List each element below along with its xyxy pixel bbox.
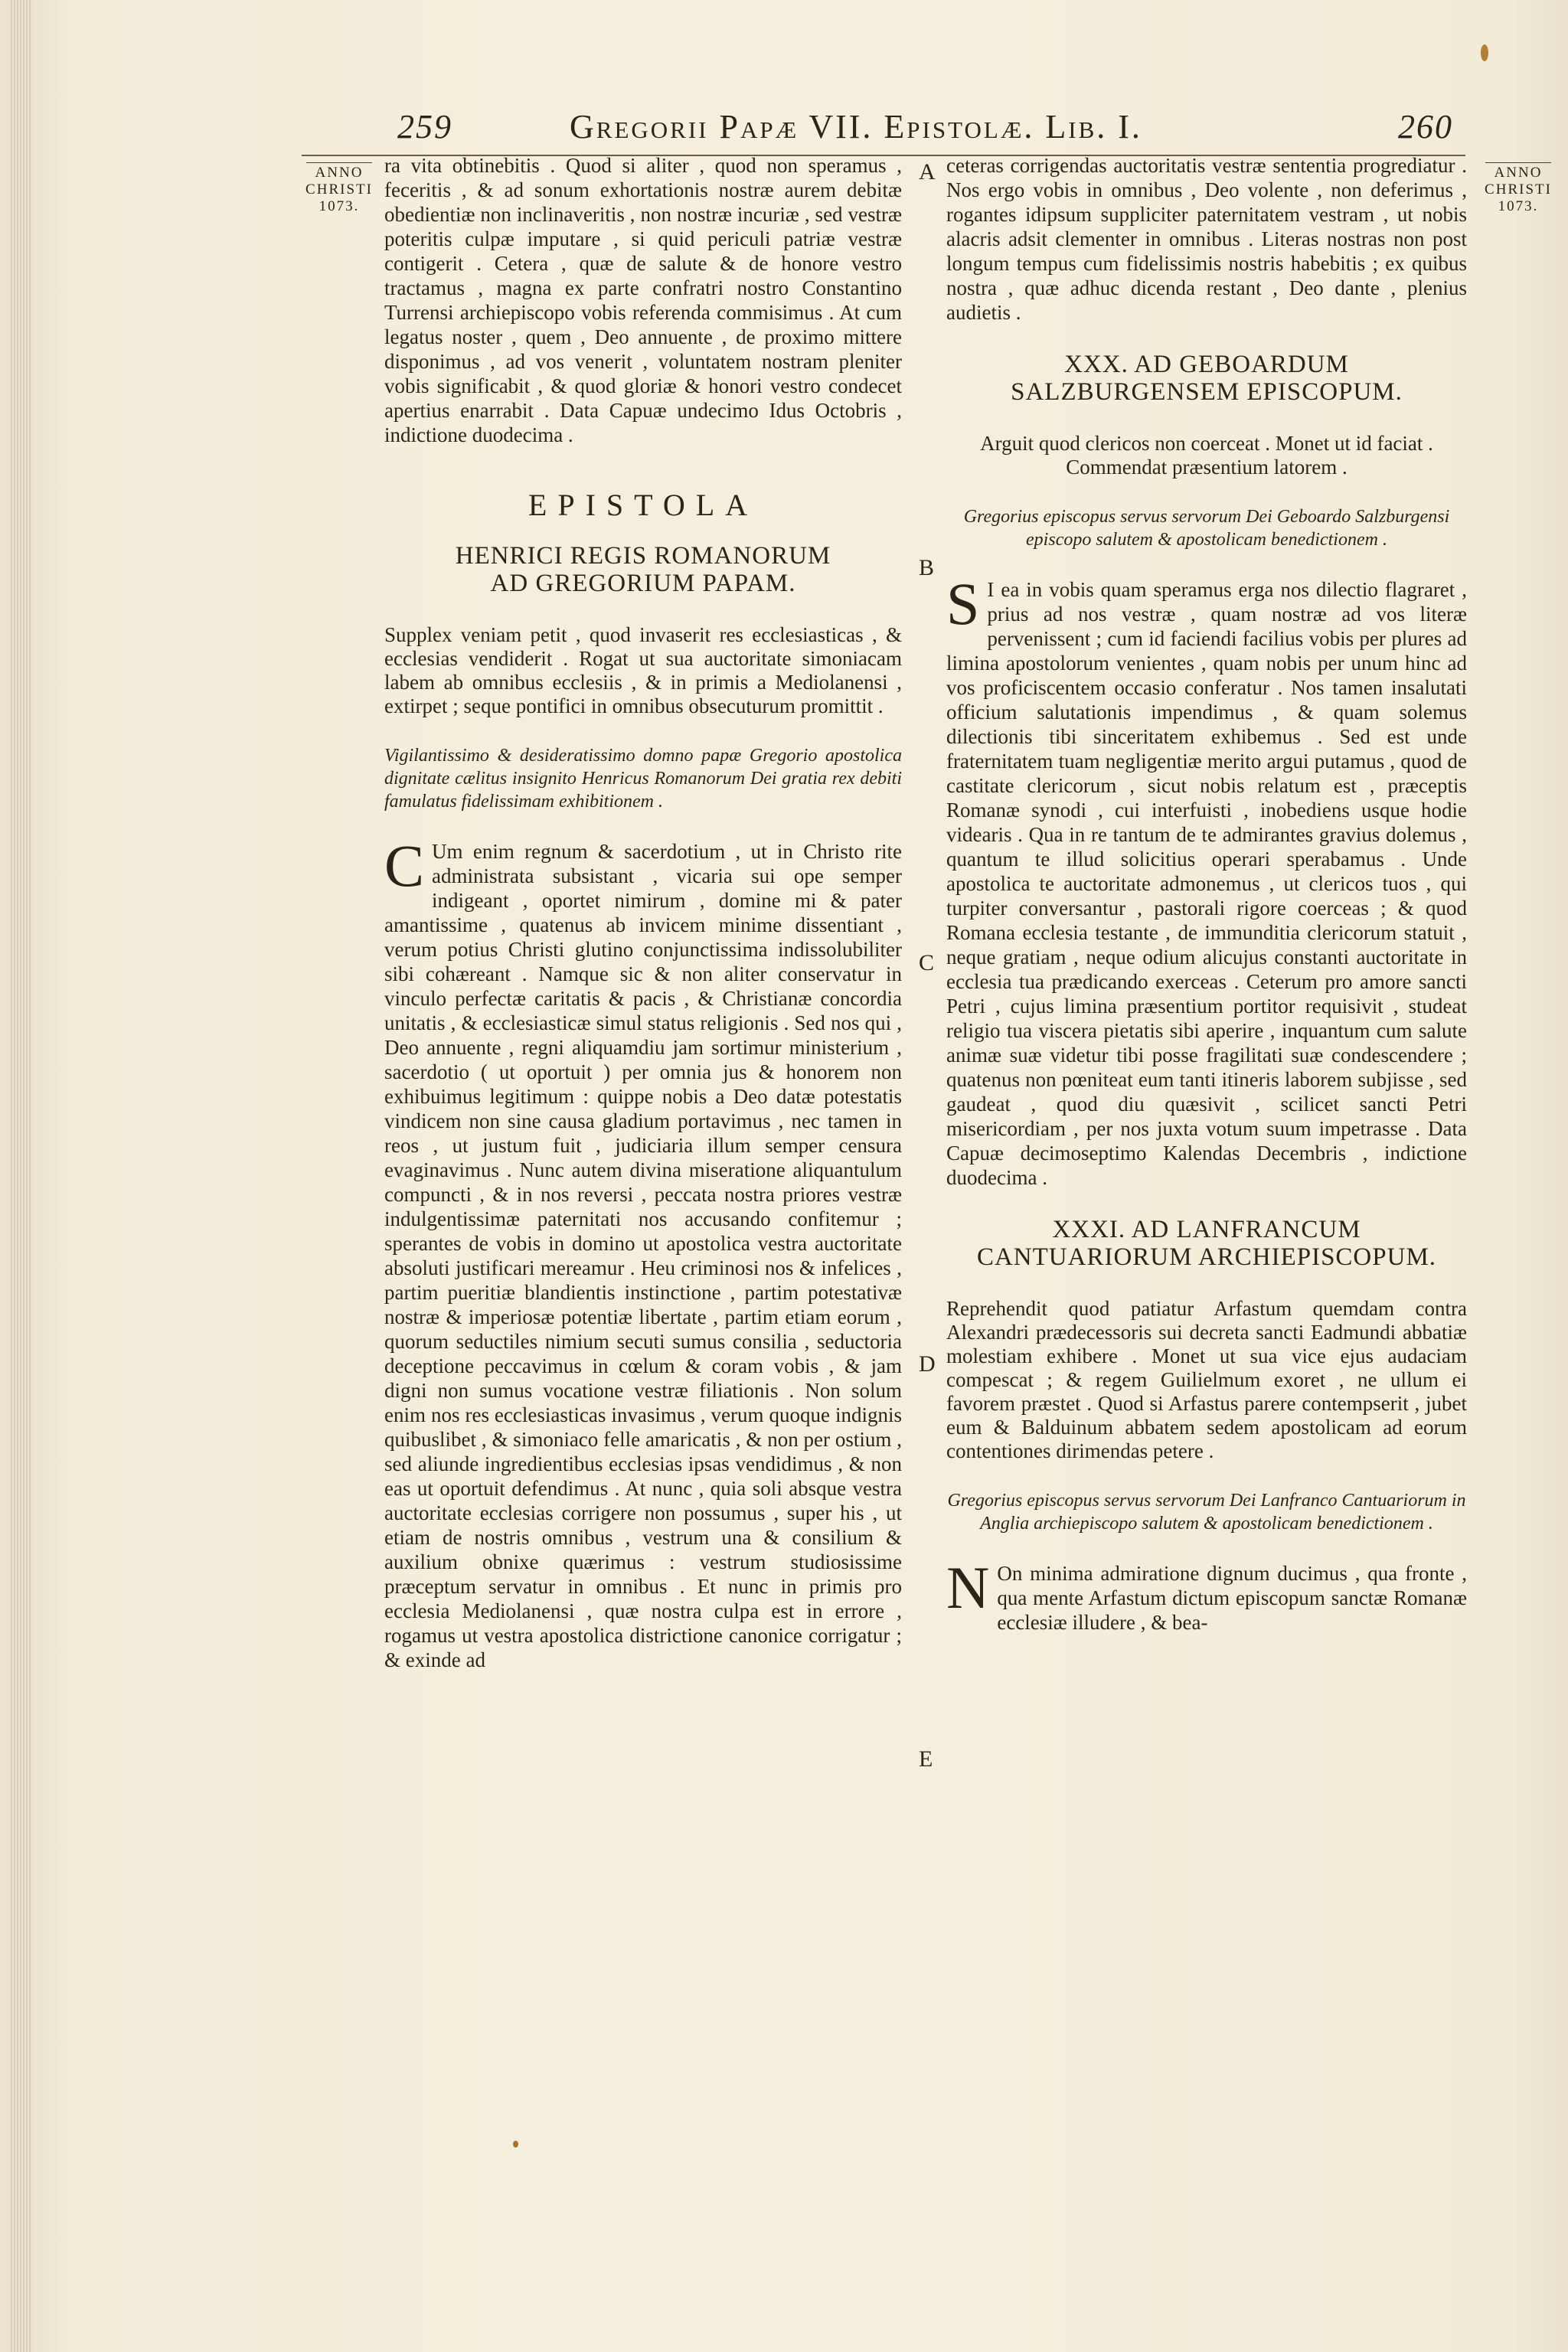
letter-30-salutation: Gregorius episcopus servus servorum Dei Geboardo Salzburgensi episcopo salutem & apostolicam benedictionem . [963, 507, 1450, 550]
letter-30-title: XXX. AD GEBOARDUM SALZBURGENSEM EPISCOPUM. [1011, 351, 1403, 406]
letter-31-body [946, 1554, 1467, 1635]
christi-label: CHRISTI [305, 181, 373, 198]
paper-stain [513, 2141, 518, 2148]
page-number-right: 260 [1398, 108, 1453, 145]
right-column [946, 153, 1467, 1635]
margin-year-left [297, 162, 381, 215]
margin-rule [306, 162, 372, 163]
year-label: 1073. [1498, 198, 1539, 214]
letter-title-line-1: HENRICI REGIS ROMANORUM [455, 542, 831, 570]
section-marker-b: B [919, 555, 935, 580]
margin-rule [1485, 162, 1551, 163]
anno-label: ANNO [315, 165, 364, 181]
drop-cap: C [384, 832, 425, 899]
section-marker-a: A [919, 159, 936, 185]
letter-31-summary: Reprehendit quod patiatur Arfastum quemdam contra Alexandri prædecessoris sui decreta sancti Eadmundi abbatiæ molestiam exhibere . Monet ut sua vice ejus audaciam compescat ; & regem Guilielmum exoret , ne ullum ei favorem præstet . Quod si Arfastus parere contempserit , jubet eum & Balduinum abbatem sedem apostolicam ad eorum contentiones dirimendas petere . [946, 1297, 1467, 1462]
left-column [384, 153, 902, 1672]
section-marker-c: C [919, 950, 935, 975]
margin-year-right [1476, 162, 1560, 215]
letter-30-body-text: I ea in vobis quam speramus erga nos dilectio flagraret , prius ad nos vestræ , quam nostræ ad vos literæ pervenissent ; cum id faciendi facilius vobis per plures ad limina apostolorum venientes , quam nobis per unum hinc ad vos proficiscentem occasio conferatur . Nos tamen insalutati officium salutationis impendimus , & quam solemus dilectionis tibi sinceritatem exhibemus . Sed est unde fraternitatem tuam negligentiæ merito argui putamus , quod de castitate clericorum , sicut nobis relatum est , præceptis Romanæ synodi , cui interfuisti , inobediens usque hodie videaris . Qua in re tantum de te admirantes gravius dolemus , quantum te illud solicitius operari sperabamus . Unde apostolica te auctoritate admonemus , ut clericos tuos , qui turpiter conversantur , pastorali rigore coerceas ; & quod Romana ecclesia testante , de immunditia clericorum statuit , neque gratiam , neque odium alicujus constanti auctoritate in ecclesia tua prædicando exerceas . Ceterum pro amore sancti Petri , cujus limina præsentium portitor requisivit , studeat religio tua viscera pietatis sibi aperire , inquantum cum salute animæ suæ videtur tibi posse fragilitati suæ condescendere ; quatenus non pœniteat eum tanti itineris laborem subjisse , sed gaudeat , quod diu quæsivit , scilicet sancti Petri misericordiam , per nos juxta votum suum impetrasse . Data Capuæ decimoseptimo Kalendas Decembris , indictione duodecima . [946, 578, 1467, 1189]
section-marker-e: E [919, 1746, 933, 1772]
page-edge [11, 0, 31, 2352]
drop-cap: S [946, 570, 980, 637]
letter-30-body [946, 570, 1467, 1190]
continuation-text: ra vita obtinebitis . Quod si aliter , quod non speramus , feceritis , & ad sonum exhortationis nostræ aurem debitæ obedientiæ non inclinaveritis , non nostræ incuriæ , sed vestræ poteritis culpæ imputare , si quid periculi patriæ vestræ contigerit . Cetera , quæ de salute & de honore vestro tractamus , magna ex parte confratri nostro Constantino Turrensi archiepiscopo vobis referenda commisimus . At cum legatus noster , quem , Deo annuente , de proximo mittere disponimus , ad vos venerit , voluntatem nostram pleniter vobis significabit , & quod gloriæ & honori vestro condecet apertius enarrabit . Data Capuæ undecimo Idus Octobris , indictione duodecima . [384, 154, 902, 446]
drop-cap: N [946, 1554, 990, 1621]
letter-body [384, 832, 902, 1672]
book-page [11, 0, 1568, 2352]
epistola-heading: EPISTOLA [528, 488, 759, 522]
page-number-left: 259 [397, 108, 452, 145]
letter-30-summary: Arguit quod clericos non coerceat . Monet ut id faciat . Commendat præsentium latorem . [980, 432, 1433, 479]
letter-31-salutation: Gregorius episcopus servus servorum Dei Lanfranco Cantuariorum in Anglia archiepiscopo salutem & apostolicam benedictionem . [947, 1491, 1466, 1534]
letter-31-title: XXXI. AD LANFRANCUM CANTUARIORUM ARCHIEPISCOPUM. [976, 1216, 1437, 1271]
letter-31-body-text: On minima admiratione dignum ducimus , qua fronte , qua mente Arfastum dictum episcopum sanctæ Romanæ ecclesiæ illudere , & bea- [997, 1562, 1467, 1634]
continuation-text: ceteras corrigendas auctoritatis vestræ sententia progrediatur . Nos ergo vobis in omnibus , Deo volente , non deferimus , rogantes idipsum suppliciter paternitatem vestram , ut nobis alacris adsit clementer in omnibus . Literas nostras non post longum tempus cum fidelissimis nostris habebitis ; ex quibus nostra , quæ adhuc dicenda restant , Deo dante , plenius audietis . [946, 154, 1467, 324]
letter-body-text: Um enim regnum & sacerdotium , ut in Christo rite administrata subsistant , vicaria sui ope semper indigeant , oportet nimirum , domine mi & pater amantissime , quatenus ab invicem minime dissentiant , verum potius Christi glutino conjunctissima indissolubiliter sibi cohæreant . Namque sic & non aliter conservatur in vinculo perfectæ caritatis & pacis , & Christianæ concordia unitatis , & ecclesiasticæ simul status religionis . Sed nos qui , Deo annuente , regni aliquamdiu jam sortimur ministerium , sacerdotio ( ut oportuit ) per omnia jus & honorem non exhibuimus legitimum : quippe nobis a Deo datæ potestatis vindicem non sine causa gladium portavimus , nec tamen in reos , ut justum fuit , judiciaria illum semper censura evaginavimus . Nunc autem divina miseratione aliquantulum compuncti , & in nos reversi , peccata nostra priores vestræ indulgentissimæ paternitati nos accusando confitemur ; sperantes de vobis in domino ut apostolica vestra auctoritate absoluti justificari mereamur . Heu criminosi nos & infelices , partim pueritiæ blandientis instinctione , partim potestativæ nostræ & imperiosæ potentiæ libertate , partim etiam eorum , quorum seductiles nimium secuti sumus consilia , seductoria deceptione peccavimus in cœlum & coram vobis , & jam digni non sumus vocatione vestræ filiationis . Non solum enim nos res ecclesiasticas invasimus , verum quoque indignis quibuslibet , & simoniaco felle amaricatis , & non per ostium , sed aliunde ingredientibus ecclesias ipsas vendidimus , & non eas ut oportuit defendimus . At nunc , quia soli absque vestra auctoritate ecclesias corrigere non possumus , super his , ut etiam de nostris omnibus , vestrum una & consilium & auxilium obnixe quærimus : vestrum studiosissime præceptum servatur in omnibus . Et nunc in primis pro ecclesia Mediolanensi , quæ nostra culpa est in errore , rogamus ut vestra apostolica districtione canonice corrigatur ; & exinde ad [384, 840, 902, 1671]
letter-salutation: Vigilantissimo & desideratissimo domno papæ Gregorio apostolica dignitate cælitus insignito Henricus Romanorum Dei gratia rex debiti famulatus fidelissimam exhibitionem . [384, 746, 902, 812]
christi-label: CHRISTI [1485, 181, 1552, 198]
anno-label: ANNO [1494, 165, 1543, 181]
letter-title-line-2: AD GREGORIUM PAPAM. [490, 570, 796, 597]
year-label: 1073. [318, 198, 360, 214]
paper-stain [1481, 44, 1488, 61]
letter-summary: Supplex veniam petit , quod invaserit res ecclesiasticas , & ecclesias vendiderit . Rogat ut sua auctoritate simoniacam labem ab omnibus ecclesiis , & in primis a Mediolanensi , extirpet ; seque pontifici in omnibus obsecuturum promittit . [384, 623, 902, 717]
running-title: Gregorii Papæ VII. Epistolæ. Lib. I. [570, 108, 1142, 145]
section-marker-d: D [919, 1351, 936, 1377]
